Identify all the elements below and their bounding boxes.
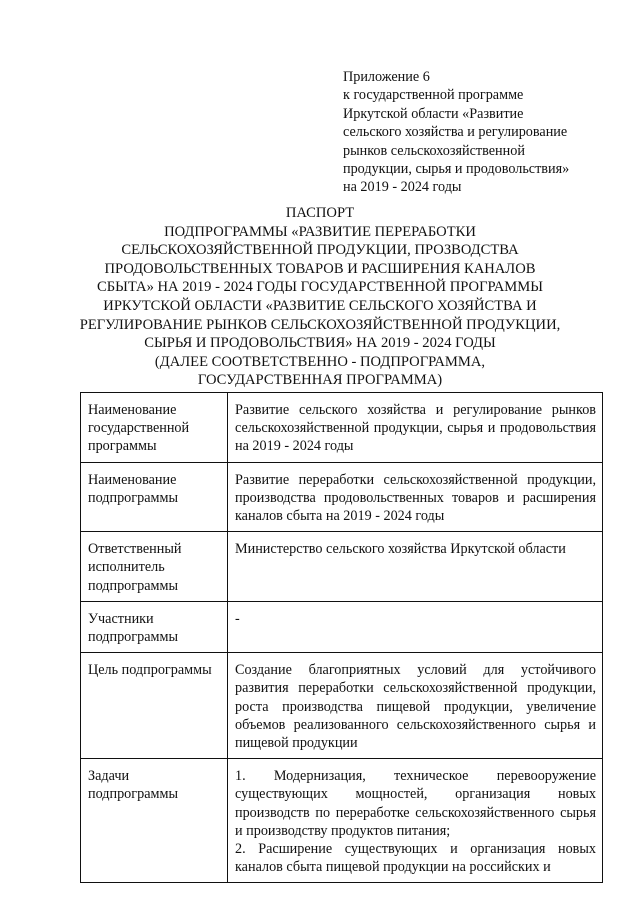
appendix-line: Приложение 6 [343,69,430,85]
title-line: ПАСПОРТ [285,205,355,221]
table-row [81,601,603,652]
appendix-line: рынков сельскохозяйственной [343,142,525,159]
title-line: СЕЛЬСКОХОЗЯЙСТВЕННОЙ ПРОДУКЦИИ, ПРОЗВОДСТВА [121,242,519,259]
title-line: ГОСУДАРСТВЕННАЯ ПРОГРАММА) [197,372,443,389]
row-label-subprogram-name: Наименование подпрограммы [81,462,228,532]
row-value-responsible-executor: Министерство сельского хозяйства Иркутской области [228,532,603,602]
title-line: ПОДПРОГРАММЫ «РАЗВИТИЕ ПЕРЕРАБОТКИ [164,223,476,240]
row-label-responsible-executor: Ответственный исполнитель подпрограммы [81,532,228,602]
title-line: РЕГУЛИРОВАНИЕ РЫНКОВ СЕЛЬСКОХОЗЯЙСТВЕННОЙ ПРОДУКЦИИ, [79,316,561,333]
table-row [81,393,603,463]
row-label-tasks: Задачи подпрограммы [81,759,228,883]
title-line: (ДАЛЕЕ СООТВЕТСТВЕННО - ПОДПРОГРАММА, [154,353,486,370]
row-value-participants: - [228,601,603,652]
row-value-goal: Создание благоприятных условий для устойчивого развития переработки сельскохозяйственной продукции, роста производства пищевой продукции, увеличение объемов реализованного сельскохозяйственного сырья и пищевой продукции [228,653,603,759]
title-line: СБЫТА» НА 2019 - 2024 ГОДЫ ГОСУДАРСТВЕННОЙ ПРОГРАММЫ [97,279,543,296]
task-item: 1. Модернизация, техническое перевооружение существующих мощностей, организация новых производств по переработке сельскохозяйственного сырья и производству продуктов питания; [235,768,596,839]
row-label-program-name: Наименование государственной программы [81,393,228,463]
title-line: ИРКУТСКОЙ ОБЛАСТИ «РАЗВИТИЕ СЕЛЬСКОГО ХОЗЯЙСТВА И [103,297,537,314]
title-line: ПРОДОВОЛЬСТВЕННЫХ ТОВАРОВ И РАСШИРЕНИЯ КАНАЛОВ [104,260,536,277]
appendix-line: Иркутской области «Развитие [343,105,524,122]
table-row [81,759,603,883]
row-value-tasks [228,759,603,883]
title-line: СЫРЬЯ И ПРОДОВОЛЬСТВИЯ» НА 2019 - 2024 ГОДЫ [144,335,496,352]
appendix-line: на 2019 - 2024 годы [343,179,462,196]
table-row [81,653,603,759]
table-row [81,532,603,602]
task-item: 2. Расширение существующих и организация новых каналов сбыта пищевой продукции на российских и [235,841,596,876]
table-row [81,462,603,532]
appendix-header [343,68,613,197]
passport-table [80,392,603,883]
document-title [60,204,580,390]
row-label-participants: Участники подпрограммы [81,601,228,652]
row-label-goal: Цель подпрограммы [81,653,228,759]
appendix-line: к государственной программе [343,87,524,104]
row-value-program-name: Развитие сельского хозяйства и регулирование рынков сельскохозяйственной продукции, сырья и продовольствия на 2019 - 2024 годы [228,393,603,463]
appendix-line: продукции, сырья и продовольствия» [343,161,570,178]
appendix-line: сельского хозяйства и регулирование [343,124,568,141]
row-value-subprogram-name: Развитие переработки сельскохозяйственной продукции, производства продовольственных товаров и расширения каналов сбыта на 2019 - 2024 годы [228,462,603,532]
